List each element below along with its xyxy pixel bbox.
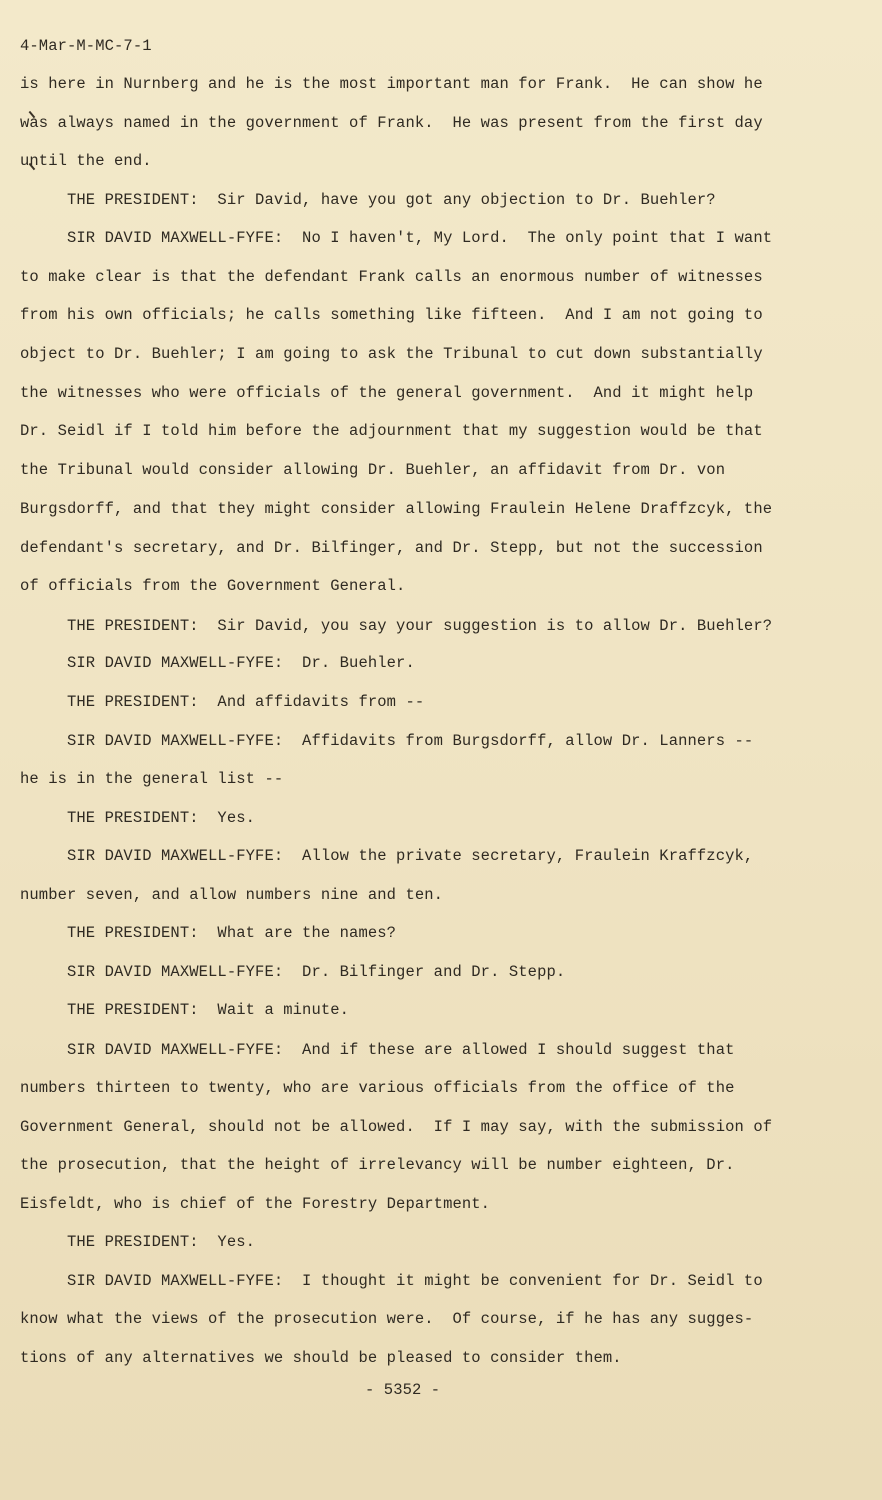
speaker-line: SIR DAVID MAXWELL-FYFE: Affidavits from Burgsdorff, allow Dr. Lanners --: [20, 732, 754, 750]
speaker-line: SIR DAVID MAXWELL-FYFE: I thought it might be convenient for Dr. Seidl to: [20, 1272, 763, 1290]
text-line: he is in the general list --: [20, 770, 284, 788]
text-line: is here in Nurnberg and he is the most important man for Frank. He can show he: [20, 75, 763, 93]
text-line: the Tribunal would consider allowing Dr. Buehler, an affidavit from Dr. von: [20, 461, 726, 479]
speaker-line: SIR DAVID MAXWELL-FYFE: Dr. Bilfinger and Dr. Stepp.: [20, 963, 566, 981]
text-line: know what the views of the prosecution were. Of course, if he has any sugges-: [20, 1310, 754, 1328]
text-line: defendant's secretary, and Dr. Bilfinger, and Dr. Stepp, but not the succession: [20, 539, 763, 557]
text-line: numbers thirteen to twenty, who are various officials from the office of the: [20, 1079, 735, 1097]
speaker-line: SIR DAVID MAXWELL-FYFE: Dr. Buehler.: [20, 654, 415, 672]
text-line: Dr. Seidl if I told him before the adjournment that my suggestion would be that: [20, 422, 763, 440]
speaker-line: THE PRESIDENT: Yes.: [20, 809, 256, 827]
text-line: the prosecution, that the height of irrelevancy will be number eighteen, Dr.: [20, 1156, 735, 1174]
speaker-line: THE PRESIDENT: And affidavits from --: [20, 693, 425, 711]
text-line: number seven, and allow numbers nine and ten.: [20, 886, 444, 904]
text-line: Burgsdorff, and that they might consider allowing Fraulein Helene Draffzcyk, the: [20, 500, 773, 518]
speaker-line: SIR DAVID MAXWELL-FYFE: And if these are allowed I should suggest that: [20, 1041, 735, 1059]
text-line: from his own officials; he calls something like fifteen. And I am not going to: [20, 306, 763, 324]
text-line: of officials from the Government General.: [20, 577, 406, 595]
text-line: the witnesses who were officials of the general government. And it might help: [20, 384, 754, 402]
text-line: was always named in the government of Frank. He was present from the first day: [20, 114, 763, 132]
text-line: Government General, should not be allowed. If I may say, with the submission of: [20, 1118, 773, 1136]
document-header: 4-Mar-M-MC-7-1: [20, 37, 152, 55]
speaker-line: THE PRESIDENT: Sir David, you say your suggestion is to allow Dr. Buehler?: [20, 617, 773, 635]
text-line: until the end.: [20, 152, 152, 170]
speaker-line: SIR DAVID MAXWELL-FYFE: Allow the private secretary, Fraulein Kraffzcyk,: [20, 847, 754, 865]
speaker-line: THE PRESIDENT: Wait a minute.: [20, 1001, 350, 1019]
speaker-line: SIR DAVID MAXWELL-FYFE: No I haven't, My Lord. The only point that I want: [20, 229, 773, 247]
speaker-line: THE PRESIDENT: What are the names?: [20, 924, 397, 942]
page-number: - 5352 -: [365, 1381, 441, 1399]
text-line: object to Dr. Buehler; I am going to ask the Tribunal to cut down substantially: [20, 345, 763, 363]
text-line: to make clear is that the defendant Frank calls an enormous number of witnesses: [20, 268, 763, 286]
speaker-line: THE PRESIDENT: Sir David, have you got any objection to Dr. Buehler?: [20, 191, 716, 209]
text-line: Eisfeldt, who is chief of the Forestry Department.: [20, 1195, 491, 1213]
speaker-line: THE PRESIDENT: Yes.: [20, 1233, 256, 1251]
text-line: tions of any alternatives we should be pleased to consider them.: [20, 1349, 622, 1367]
